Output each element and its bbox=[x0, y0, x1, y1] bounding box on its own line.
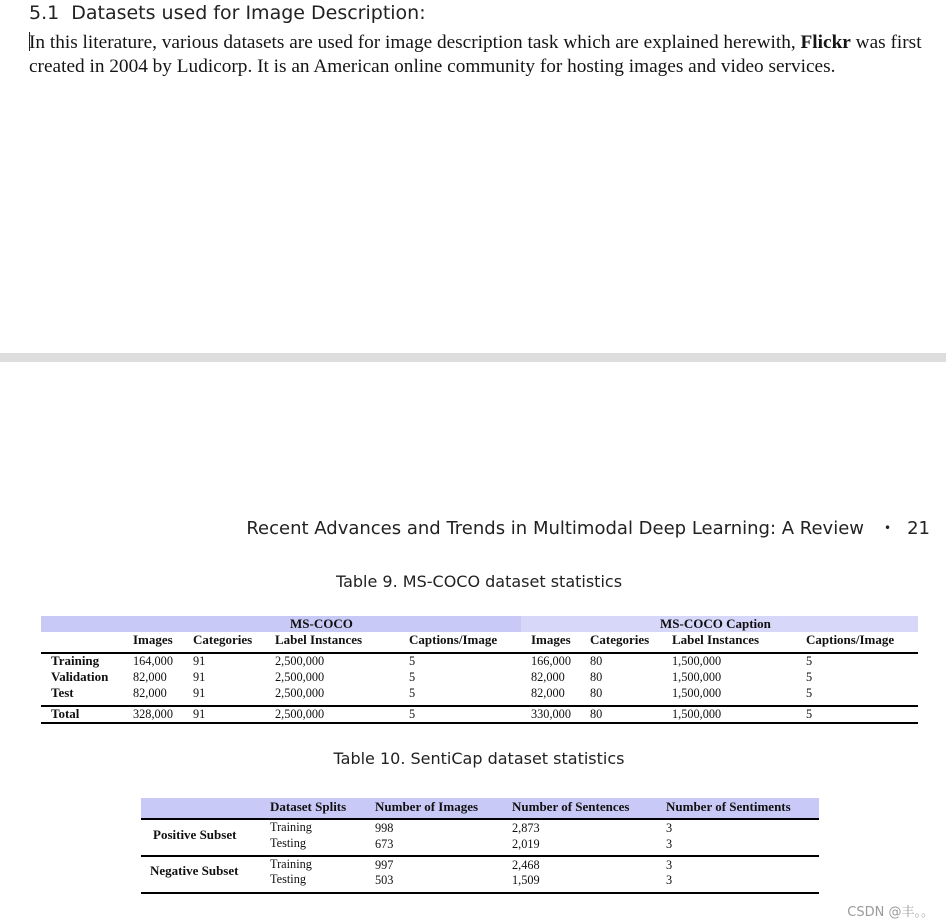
table10-col-header: Number of Sentences bbox=[512, 799, 630, 814]
table9-group-band bbox=[41, 616, 521, 632]
intro-paragraph bbox=[29, 31, 939, 79]
table10-cell: Training bbox=[270, 857, 312, 871]
table9-cell: 82,000 bbox=[133, 670, 167, 684]
table9-rule bbox=[41, 722, 918, 724]
table9 bbox=[41, 616, 918, 724]
table9-cell: 5 bbox=[409, 686, 416, 700]
table9-col-header: Captions/Image bbox=[806, 632, 895, 647]
table9-col-header: Images bbox=[531, 632, 571, 647]
running-head-title: Recent Advances and Trends in Multimodal Deep Learning: A Review bbox=[246, 518, 865, 539]
table9-cell: 164,000 bbox=[133, 654, 173, 668]
table9-cell: 80 bbox=[590, 686, 603, 700]
table9-cell: 82,000 bbox=[133, 686, 167, 700]
table9-total-cell: 328,000 bbox=[133, 707, 173, 721]
table10-col-header: Number of Sentiments bbox=[666, 799, 791, 814]
table9-cell: 80 bbox=[590, 670, 603, 684]
table9-total-label: Total bbox=[51, 706, 80, 721]
watermark: CSDN @丰。。 bbox=[847, 905, 934, 920]
page-number: 21 bbox=[907, 518, 930, 539]
table9-total-cell: 5 bbox=[409, 707, 416, 721]
table10-group-label: Positive Subset bbox=[153, 827, 237, 842]
table9-total-cell: 5 bbox=[806, 707, 813, 721]
table10-cell: 2,873 bbox=[512, 821, 540, 835]
table9-cell: 91 bbox=[193, 654, 206, 668]
table10-cell: 998 bbox=[375, 821, 394, 835]
table10-cell: 1,509 bbox=[512, 873, 540, 887]
table9-cell: 1,500,000 bbox=[672, 686, 722, 700]
table9-cell: 91 bbox=[193, 686, 206, 700]
table9-total-cell: 91 bbox=[193, 707, 206, 721]
table9-row-label: Training bbox=[51, 653, 100, 668]
table9-cell: 5 bbox=[806, 670, 813, 684]
table9-cell: 2,500,000 bbox=[275, 670, 325, 684]
table10-cell: 3 bbox=[666, 837, 673, 851]
table10-cell: 2,019 bbox=[512, 837, 540, 851]
table9-col-header: Images bbox=[133, 632, 173, 647]
table9-cell: 82,000 bbox=[531, 686, 565, 700]
table10-cell: 2,468 bbox=[512, 858, 540, 872]
table9-col-header: Captions/Image bbox=[409, 632, 498, 647]
intro-text-start: In this literature, various datasets are used for image description task which are explained herewith, bbox=[29, 32, 801, 53]
table9-cell: 1,500,000 bbox=[672, 654, 722, 668]
intro-bold-term: Flickr bbox=[800, 32, 851, 53]
running-head bbox=[246, 518, 930, 539]
table9-cell: 91 bbox=[193, 670, 206, 684]
table9-cell: 1,500,000 bbox=[672, 670, 722, 684]
table10-cell: Testing bbox=[270, 836, 307, 850]
table10-cell: Training bbox=[270, 820, 312, 834]
table10-cell: 3 bbox=[666, 858, 673, 872]
table10 bbox=[141, 798, 819, 895]
table9-col-header: Label Instances bbox=[275, 632, 363, 647]
table10-caption: Table 10. SentiCap dataset statistics bbox=[333, 749, 625, 768]
table9-row-label: Validation bbox=[51, 669, 109, 684]
table9-group-mscoco: MS-COCO bbox=[290, 616, 353, 631]
table9-cell: 5 bbox=[409, 654, 416, 668]
table9-total-cell: 330,000 bbox=[531, 707, 571, 721]
table10-cell: 3 bbox=[666, 873, 673, 887]
table9-caption: Table 9. MS-COCO dataset statistics bbox=[335, 572, 623, 591]
table9-cell: 80 bbox=[590, 654, 603, 668]
table10-cell: 503 bbox=[375, 873, 394, 887]
table9-cell: 5 bbox=[806, 686, 813, 700]
table10-col-header: Number of Images bbox=[375, 799, 479, 814]
running-head-separator: • bbox=[884, 521, 892, 535]
section-number: 5.1 bbox=[29, 2, 60, 24]
table9-cell: 5 bbox=[409, 670, 416, 684]
section-heading bbox=[29, 2, 426, 24]
table9-row-label: Test bbox=[51, 685, 74, 700]
table9-total-cell: 1,500,000 bbox=[672, 707, 722, 721]
table9-cell: 2,500,000 bbox=[275, 654, 325, 668]
table10-cell: 997 bbox=[375, 858, 394, 872]
intro-text-end: was first created in 2004 by Ludicorp. It is an American online community for hosting images and video services. bbox=[29, 32, 922, 77]
table9-col-header: Categories bbox=[193, 632, 253, 647]
table9-total-cell: 2,500,000 bbox=[275, 707, 325, 721]
table9-cell: 2,500,000 bbox=[275, 686, 325, 700]
table10-rule bbox=[141, 892, 819, 894]
table10-rule bbox=[141, 855, 819, 857]
table9-cell: 82,000 bbox=[531, 670, 565, 684]
table9-cell: 166,000 bbox=[531, 654, 571, 668]
page-divider bbox=[0, 353, 946, 362]
table9-col-header: Categories bbox=[590, 632, 650, 647]
table10-col-header: Dataset Splits bbox=[270, 799, 347, 814]
table9-group-mscoco-caption: MS-COCO Caption bbox=[660, 616, 771, 631]
table10-group-label: Negative Subset bbox=[150, 863, 239, 878]
table10-rule bbox=[141, 818, 819, 820]
table10-cell: 3 bbox=[666, 821, 673, 835]
section-title: Datasets used for Image Description: bbox=[71, 2, 426, 24]
table9-col-header: Label Instances bbox=[672, 632, 760, 647]
table9-total-cell: 80 bbox=[590, 707, 603, 721]
table10-cell: 673 bbox=[375, 837, 394, 851]
table9-cell: 5 bbox=[806, 654, 813, 668]
table10-cell: Testing bbox=[270, 872, 307, 886]
